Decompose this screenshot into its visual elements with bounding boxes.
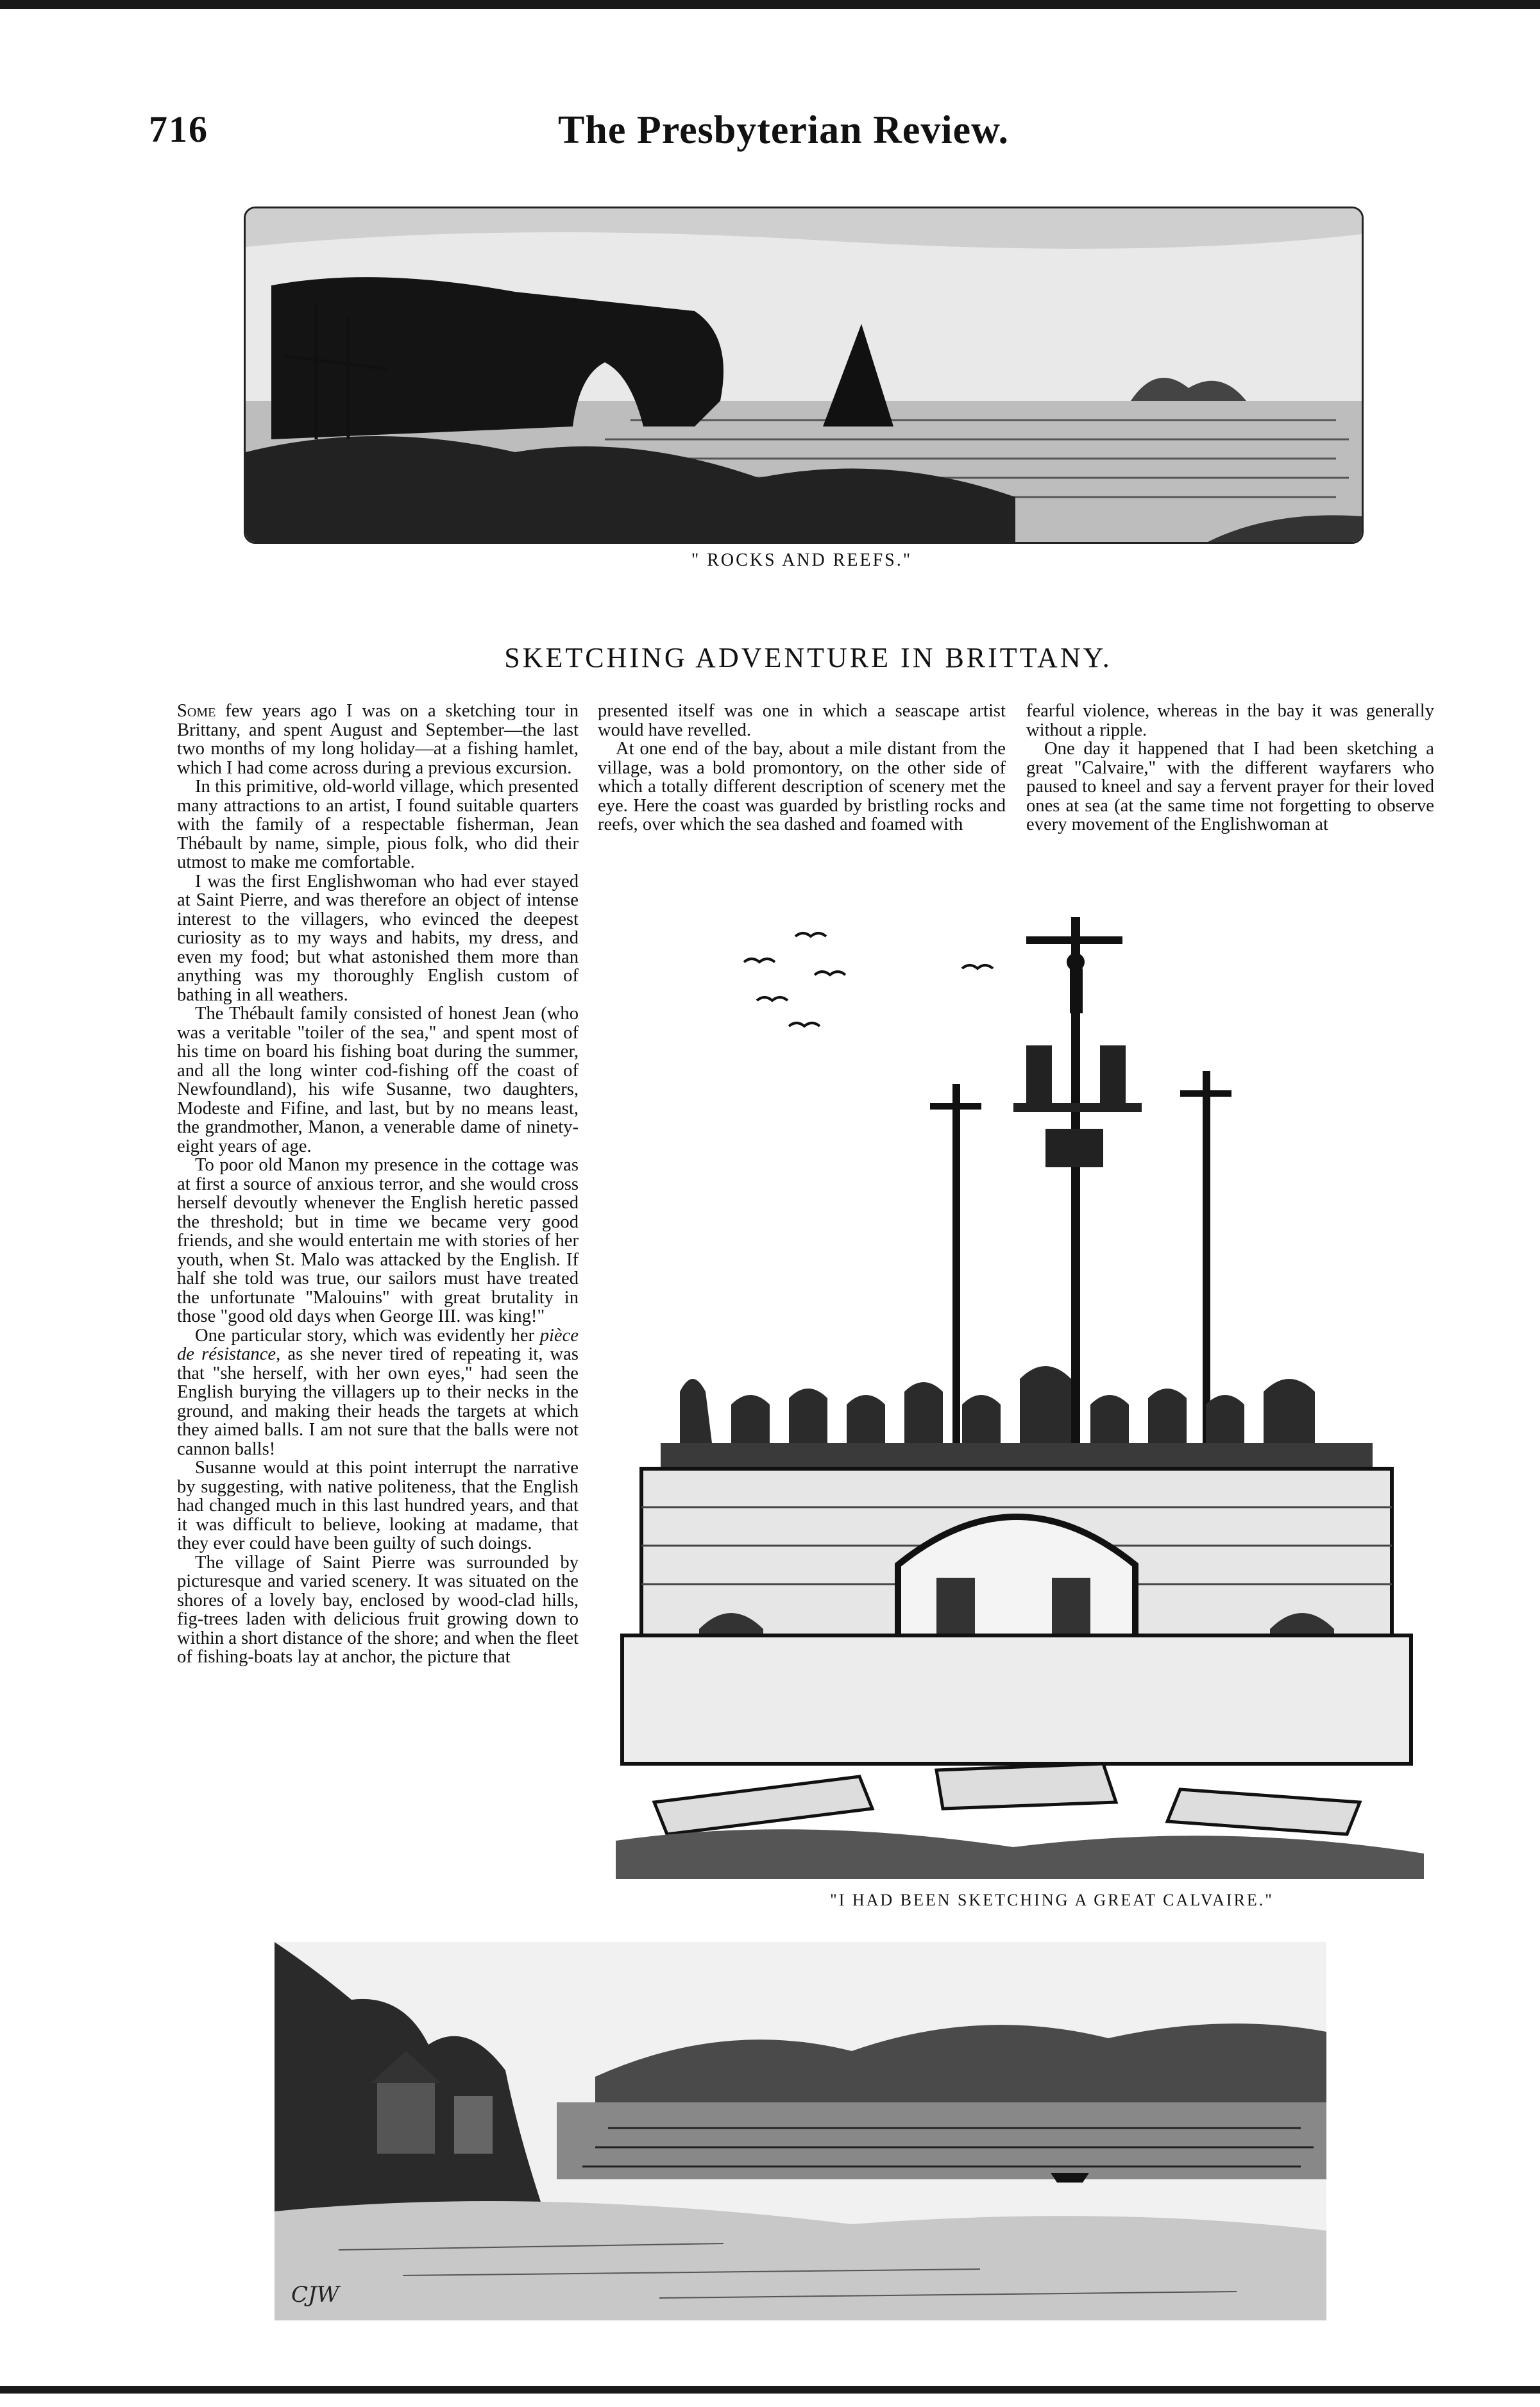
scan-edge-bottom	[0, 2386, 1540, 2394]
paragraph: presented itself was one in which a seascape artist would have revelled.	[598, 701, 1006, 740]
paragraph: One day it happened that I had been sketching a great "Calvaire," with the different wayfarers who paused to kneel and say a fervent prayer for their loved ones at sea (at the same time not forgetting to observe every movement of the Englishwoman at	[1026, 739, 1434, 834]
drop-lead-word: Some	[177, 701, 216, 721]
paragraph: Susanne would at this point interrupt the narrative by suggesting, with native politeness, that the English had changed much in this last hundred years, and that it was difficult to believe, looking at madame, that they ever could have been guilty of such doings.	[177, 1458, 579, 1553]
coastal-landscape-illustration	[275, 1942, 1326, 2320]
calvaire-illustration	[603, 891, 1430, 1879]
paragraph: The Thébault family consisted of honest Jean (who was a veritable "toiler of the sea," and spent most of his time on board his fishing boat during the summer, and all the long winter cod-fishing off the coast of Newfoundland), his wife Susanne, two daughters, Modeste and Fifine, and last, but by no means least, the grandmother, Manon, a venerable dame of ninety-eight years of age.	[177, 1004, 579, 1156]
top-illustration-caption: " ROCKS AND REEFS."	[691, 550, 913, 570]
article-column-2	[598, 702, 1006, 888]
paragraph	[177, 702, 579, 777]
paragraph-text: few years ago I was on a sketching tour in Brittany, and spent August and September—the last two months of my long holiday—at a fishing hamlet, which I had come across during a previous excursion.	[177, 701, 579, 778]
scan-edge-top	[0, 0, 1540, 9]
paragraph: To poor old Manon my presence in the cottage was at first a source of anxious terror, and she would cross herself devoutly whenever the English heretic passed the threshold; but in time we became very good friends, and she would entertain me with stories of her youth, when St. Malo was attacked by the English. If half she told was true, our sailors must have treated the unfortunate "Malouins" with great brutality in those "good old days when George III. was king!"	[177, 1155, 579, 1326]
paragraph: The village of Saint Pierre was surrounded by picturesque and varied scenery. It was situated on the shores of a lovely bay, enclosed by wood-clad hills, fig-trees laden with delicious fruit growing down to within a short distance of the shore; and when the fleet of fishing-boats lay at anchor, the picture that	[177, 1552, 579, 1667]
article-heading: SKETCHING ADVENTURE IN BRITTANY.	[504, 642, 1112, 673]
paragraph: In this primitive, old-world village, which presented many attractions to an artist, I found suitable quarters with the family of a respectable fisherman, Jean Thébault by name, simple, pious folk, who did their utmost to make me comfortable.	[177, 777, 579, 872]
calvaire-caption: "I HAD BEEN SKETCHING A GREAT CALVAIRE."	[830, 1891, 1274, 1909]
paragraph-text: One particular story, which was evidently her	[195, 1325, 534, 1346]
publication-title: The Presbyterian Review.	[558, 108, 1010, 152]
emphasis: pièce de résistance,	[177, 1325, 579, 1364]
paragraph: fearful violence, whereas in the bay it was generally without a ripple.	[1026, 701, 1434, 740]
paragraph	[177, 1326, 579, 1459]
paragraph-text: as she never tired of repeating it, was that "she herself, with her own eyes," had seen the English burying the villagers up to their necks in the ground, and making their heads the targets at which they aimed balls. I am not sure that the balls were not cannon balls!	[177, 1344, 579, 1459]
birds-icon	[744, 933, 993, 1026]
paragraph: At one end of the bay, about a mile distant from the village, was a bold promontory, on the other side of which a totally different description of scenery met the eye. Here the coast was guarded by bristling rocks and reefs, over which the sea dashed and foamed with	[598, 739, 1006, 834]
article-column-3	[1026, 702, 1434, 888]
page-number: 716	[149, 108, 208, 150]
article-column-1	[177, 702, 579, 1895]
rocks-and-reefs-illustration	[244, 207, 1364, 544]
artist-signature: CJW	[291, 2282, 339, 2308]
paragraph: I was the first Englishwoman who had ever stayed at Saint Pierre, and was therefore an object of intense interest to the villagers, who evinced the deepest curiosity as to my ways and habits, my dress, and even my food; but what astonished them more than anything was my thoroughly English custom of bathing in all weathers.	[177, 871, 579, 1005]
